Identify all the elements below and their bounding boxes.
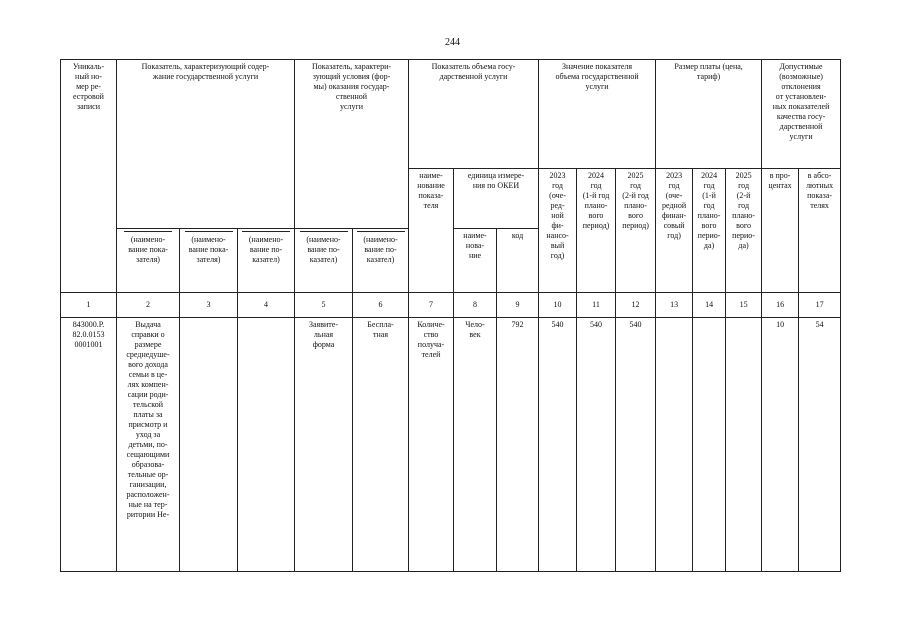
column-number: 16 <box>762 293 799 318</box>
cell-indicator: Количе- ство получа- телей <box>409 318 454 572</box>
cell-service-content: Выдача справки о размере среднедуше- вого дохода семьи в це- лях компен- сации роди- тельской платы за присмотр и уход за детьми, по- сещающими образова- тельные ор- ганизации, расположен- ные на тер- ритории Не- <box>117 318 180 572</box>
header-fee-2023: 2023 год (оче- редной финан- совый год) <box>656 169 693 293</box>
column-number: 8 <box>454 293 497 318</box>
column-number: 9 <box>497 293 539 318</box>
cell-content-2 <box>180 318 238 572</box>
cell-unit-code: 792 <box>497 318 539 572</box>
cell-condition-form: Заявите- льная форма <box>295 318 353 572</box>
subheader-content-3: (наимено- вание по- казател) <box>238 229 295 293</box>
header-conditions-group: Показатель, характери- зующий условия (фор- мы) оказания государ- ственной услуги <box>295 60 409 229</box>
header-indicator-name: наиме- нование показа- теля <box>409 169 454 293</box>
column-number: 11 <box>577 293 616 318</box>
column-number: 6 <box>353 293 409 318</box>
header-okei-name: наиме- нова- ние <box>454 229 497 293</box>
header-fee-group: Размер платы (цена, тариф) <box>656 60 762 169</box>
cell-vol-2023: 540 <box>539 318 577 572</box>
cell-deviation-percent: 10 <box>762 318 799 572</box>
cell-condition-payment: Бесплa- тная <box>353 318 409 572</box>
column-number: 4 <box>238 293 295 318</box>
column-number: 2 <box>117 293 180 318</box>
header-vol-2024: 2024 год (1-й год плано- вого период) <box>577 169 616 293</box>
header-content-group: Показатель, характеризующий содер- жание государственной услуги <box>117 60 295 229</box>
header-vol-2025: 2025 год (2-й год плано- вого период) <box>616 169 656 293</box>
cell-fee-2025 <box>726 318 762 572</box>
cell-registry-number: 843000.Р. 82.0.0153 0001001 <box>61 318 117 572</box>
state-service-table <box>60 59 841 572</box>
column-number-row <box>61 293 841 318</box>
column-number: 10 <box>539 293 577 318</box>
cell-unit-name: Чело- век <box>454 318 497 572</box>
cell-fee-2023 <box>656 318 693 572</box>
header-in-absolute: в абсо- лютных показа- телях <box>799 169 841 293</box>
subheader-condition-1: (наимено- вание по- казател) <box>295 229 353 293</box>
header-in-percent: в про- центах <box>762 169 799 293</box>
subheader-condition-2: (наимено- вание по- казател) <box>353 229 409 293</box>
column-number: 13 <box>656 293 693 318</box>
column-number: 1 <box>61 293 117 318</box>
cell-fee-2024 <box>693 318 726 572</box>
column-number: 14 <box>693 293 726 318</box>
cell-content-3 <box>238 318 295 572</box>
column-number: 15 <box>726 293 762 318</box>
header-registry: Уникаль- ный но- мер ре- естровой записи <box>61 60 117 293</box>
column-number: 17 <box>799 293 841 318</box>
header-fee-2024: 2024 год (1-й год плано- вого перио- да) <box>693 169 726 293</box>
column-number: 12 <box>616 293 656 318</box>
header-deviation-group: Допустимые (возможные) отклонения от установлен- ных показателей качества госу- дарственной услуги <box>762 60 841 169</box>
column-number: 3 <box>180 293 238 318</box>
header-okei-code: код <box>497 229 539 293</box>
table-row <box>61 318 841 572</box>
header-volume-value-group: Значение показателя объема государственной услуги <box>539 60 656 169</box>
header-okei-unit: единица измере- ния по ОКЕИ <box>454 169 539 229</box>
header-volume-group: Показатель объема госу- дарственной услуги <box>409 60 539 169</box>
subheader-content-2: (наимено- вание пока- зателя) <box>180 229 238 293</box>
header-fee-2025: 2025 год (2-й год плано- вого перио- да) <box>726 169 762 293</box>
subheader-content-1: (наимено- вание пока- зателя) <box>117 229 180 293</box>
column-number: 5 <box>295 293 353 318</box>
cell-vol-2024: 540 <box>577 318 616 572</box>
page-number: 244 <box>445 37 460 48</box>
cell-vol-2025: 540 <box>616 318 656 572</box>
header-vol-2023: 2023 год (оче- ред- ной фи- нансо- вый год) <box>539 169 577 293</box>
cell-deviation-absolute: 54 <box>799 318 841 572</box>
column-number: 7 <box>409 293 454 318</box>
